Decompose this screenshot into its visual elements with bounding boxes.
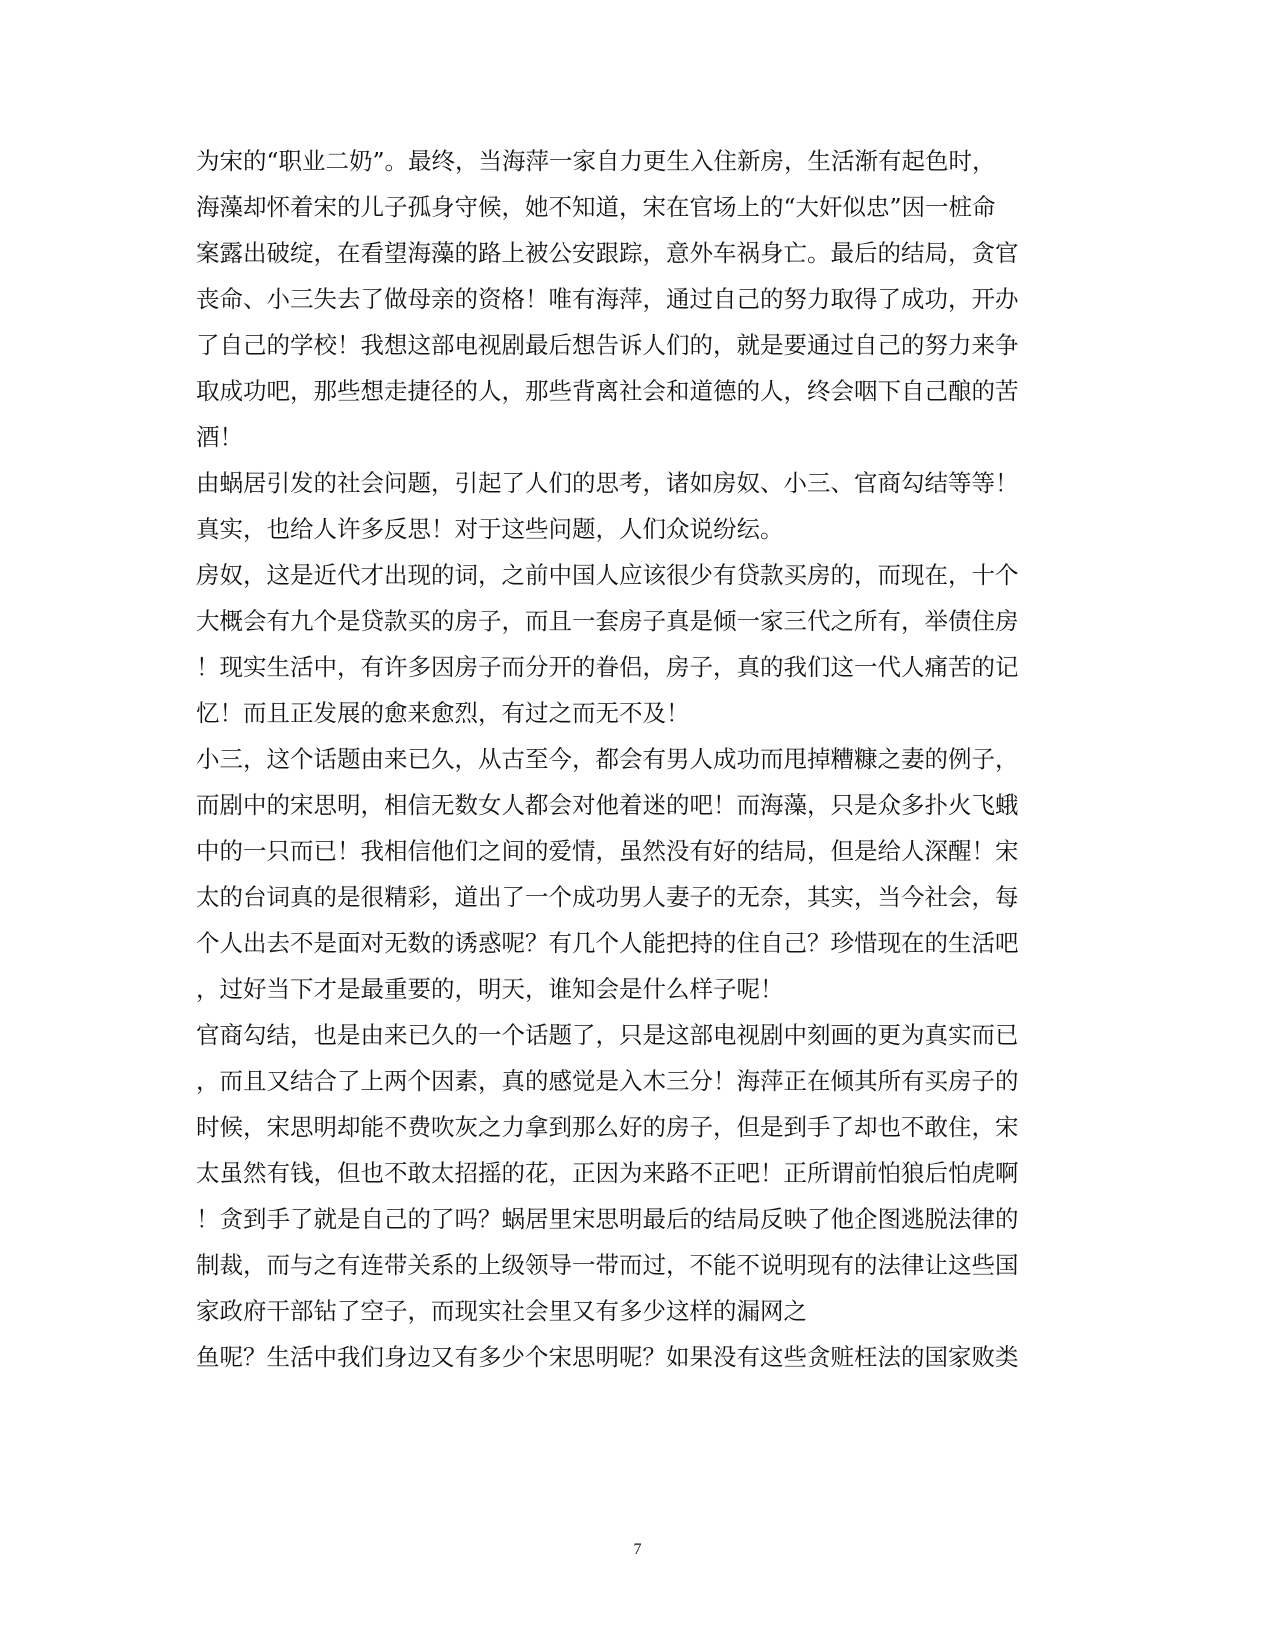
text-line: 时候，宋思明却能不费吹灰之力拿到那么好的房子，但是到手了却也不敢住，宋 xyxy=(196,1113,1019,1141)
text-line: 案露出破绽，在看望海藻的路上被公安跟踪，意外车祸身亡。最后的结局，贪官 xyxy=(196,239,1019,267)
text-line: 真实，也给人许多反思！对于这些问题，人们众说纷纭。 xyxy=(196,515,784,543)
text-line: 大概会有九个是贷款买的房子，而且一套房子真是倾一家三代之所有，举债住房 xyxy=(196,607,1019,635)
text-line: 中的一只而已！我相信他们之间的爱情，虽然没有好的结局，但是给人深醒！宋 xyxy=(196,837,1019,865)
text-line: 太虽然有钱，但也不敢太招摇的花，正因为来路不正吧！正所谓前怕狼后怕虎啊 xyxy=(196,1159,1019,1187)
text-line: 为宋的“职业二奶”。最终，当海萍一家自力更生入住新房，生活渐有起色时， xyxy=(196,147,996,175)
text-line: 官商勾结，也是由来已久的一个话题了，只是这部电视剧中刻画的更为真实而已 xyxy=(196,1021,1019,1049)
text-line: ，而且又结合了上两个因素，真的感觉是入木三分！海萍正在倾其所有买房子的 xyxy=(196,1067,1019,1095)
text-line: 家政府干部钻了空子，而现实社会里又有多少这样的漏网之 xyxy=(196,1297,807,1325)
text-line: ，过好当下才是最重要的，明天，谁知会是什么样子呢！ xyxy=(196,975,784,1003)
text-line: 房奴，这是近代才出现的词，之前中国人应该很少有贷款买房的，而现在，十个 xyxy=(196,561,1019,589)
text-line: 制裁，而与之有连带关系的上级领导一带而过，不能不说明现有的法律让这些国 xyxy=(196,1251,1019,1279)
text-line: 酒！ xyxy=(196,423,243,451)
text-line: 取成功吧，那些想走捷径的人，那些背离社会和道德的人，终会咽下自己酿的苦 xyxy=(196,377,1019,405)
text-line: 忆！而且正发展的愈来愈烈，有过之而无不及！ xyxy=(196,699,690,727)
text-line: ！贪到手了就是自己的了吗？蜗居里宋思明最后的结局反映了他企图逃脱法律的 xyxy=(196,1205,1019,1233)
text-line: 太的台词真的是很精彩，道出了一个成功男人妻子的无奈，其实，当今社会，每 xyxy=(196,883,1019,911)
text-line: 了自己的学校！我想这部电视剧最后想告诉人们的，就是要通过自己的努力来争 xyxy=(196,331,1019,359)
page-number: 7 xyxy=(633,1541,642,1558)
text-line: 由蜗居引发的社会问题，引起了人们的思考，诸如房奴、小三、官商勾结等等！ xyxy=(196,469,1019,497)
text-line: 鱼呢？生活中我们身边又有多少个宋思明呢？如果没有这些贪赃枉法的国家败类 xyxy=(196,1343,1019,1371)
text-line: ！现实生活中，有许多因房子而分开的眷侣，房子，真的我们这一代人痛苦的记 xyxy=(196,653,1019,681)
text-line: 而剧中的宋思明，相信无数女人都会对他着迷的吧！而海藻，只是众多扑火飞蛾 xyxy=(196,791,1019,819)
text-line: 小三，这个话题由来已久，从古至今，都会有男人成功而甩掉糟糠之妻的例子， xyxy=(196,745,1019,773)
text-line: 丧命、小三失去了做母亲的资格！唯有海萍，通过自己的努力取得了成功，开办 xyxy=(196,285,1019,313)
text-line: 个人出去不是面对无数的诱惑呢？有几个人能把持的住自己？珍惜现在的生活吧 xyxy=(196,929,1019,957)
text-line: 海藻却怀着宋的儿子孤身守候，她不知道，宋在官场上的“大奸似忠”因一桩命 xyxy=(196,193,996,221)
